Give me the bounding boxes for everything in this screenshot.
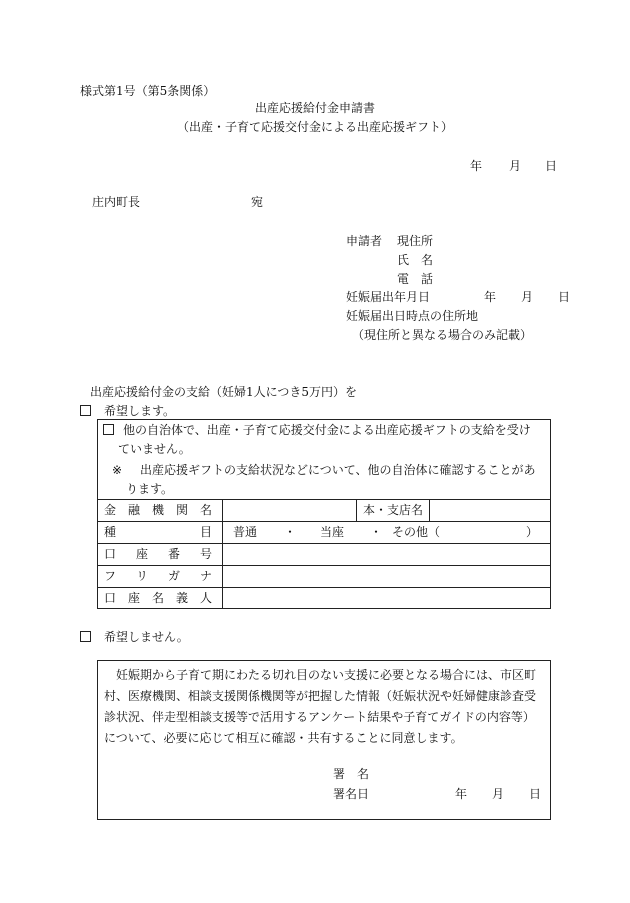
consent-line-1: 妊娠期から子育て期にわたる切れ目のない支援に必要となる場合には、市区町 — [116, 668, 537, 682]
pregnancy-day: 日 — [558, 290, 571, 304]
consent-line-4: について、必要に応じて相互に確認・共有することに同意します。 — [104, 731, 463, 745]
declaration-checkbox[interactable] — [103, 424, 114, 435]
branch-label: 本・支店名 — [363, 503, 424, 517]
note-mark: ※ — [112, 463, 123, 477]
phone-label-2: 話 — [421, 272, 434, 286]
account-number-input[interactable] — [226, 544, 548, 564]
signature-label-1: 署 — [333, 767, 346, 781]
bank-info-box — [97, 419, 551, 609]
phone-label-1: 電 — [397, 272, 410, 286]
account-number-label: 口 座 番 号 — [104, 547, 212, 561]
furigana-label: フ リ ガ ナ — [104, 569, 212, 583]
pregnancy-address-note: （現住所と異なる場合のみ記載） — [352, 328, 533, 342]
declaration-note-1: 出産応援ギフトの支給状況などについて、他の自治体に確認することがあ — [140, 463, 536, 477]
wish-option[interactable] — [80, 404, 175, 418]
pregnancy-month: 月 — [521, 290, 534, 304]
type-separator-1: ・ — [284, 525, 297, 539]
pregnancy-year: 年 — [484, 290, 497, 304]
account-holder-input[interactable] — [226, 588, 548, 607]
date-year: 年 — [470, 159, 483, 173]
branch-divider-2 — [429, 499, 430, 521]
no-wish-option[interactable] — [80, 630, 189, 644]
branch-input[interactable] — [432, 500, 548, 520]
form-number: 様式第1号（第5条関係） — [80, 84, 216, 98]
consent-line-2: 村、医療機関、相談支援関係機関等が把握した情報（妊娠状況や妊婦健康診査受 — [104, 689, 537, 703]
type-separator-2: ・ — [370, 525, 383, 539]
address-label: 現住所 — [397, 234, 434, 248]
addressee-name: 庄内町長 — [92, 195, 141, 209]
no-wish-label: 希望しません。 — [104, 630, 189, 644]
bank-name-input[interactable] — [226, 500, 354, 520]
type-other-close: ） — [526, 525, 539, 539]
signature-day: 日 — [529, 787, 542, 801]
signature-month: 月 — [492, 787, 505, 801]
date-month: 月 — [509, 159, 522, 173]
bank-name-label: 金 融 機 関 名 — [104, 503, 212, 517]
branch-divider-1 — [356, 499, 357, 521]
page-subtitle: （出産・子育て応援交付金による出産応援ギフト） — [176, 120, 453, 134]
consent-box — [97, 660, 551, 820]
account-holder-label: 口 座 名 義 人 — [104, 591, 212, 605]
table-divider-1 — [98, 521, 550, 522]
declaration-note-1b: ります。 — [126, 482, 174, 496]
signature-year: 年 — [455, 787, 468, 801]
date-day: 日 — [545, 159, 558, 173]
account-type-label: 種 目 — [104, 525, 212, 539]
signature-label-2: 名 — [357, 767, 370, 781]
pregnancy-address-label: 妊娠届出日時点の住所地 — [346, 309, 479, 323]
wish-label: 希望します。 — [104, 404, 176, 418]
wish-checkbox[interactable] — [80, 405, 91, 416]
no-wish-checkbox[interactable] — [80, 631, 91, 642]
name-label-2: 名 — [421, 253, 434, 267]
name-label-1: 氏 — [397, 253, 410, 267]
page-title: 出産応援給付金申請書 — [254, 101, 375, 115]
type-option-other[interactable]: その他（ — [392, 525, 441, 539]
applicant-label: 申請者 — [346, 234, 383, 248]
declaration-line-1[interactable]: 他の自治体で、出産・子育て応援交付金による出産応援ギフトの支給を受け — [103, 423, 531, 437]
furigana-input[interactable] — [226, 566, 548, 586]
addressee-suffix: 宛 — [251, 195, 264, 209]
consent-line-3: 診状況、伴走型相談支援等で活用するアンケート結果や子育てガイドの内容等） — [104, 710, 535, 724]
pregnancy-date-label: 妊娠届出年月日 — [346, 290, 431, 304]
declaration-line-1b: ていません。 — [118, 442, 191, 456]
type-option-checking[interactable]: 当座 — [320, 525, 345, 539]
signature-date-label: 署名日 — [333, 787, 370, 801]
payment-intro: 出産応援給付金の支給（妊婦1人につき5万円）を — [90, 385, 358, 399]
type-option-regular[interactable]: 普通 — [233, 525, 258, 539]
table-label-divider — [222, 499, 223, 608]
